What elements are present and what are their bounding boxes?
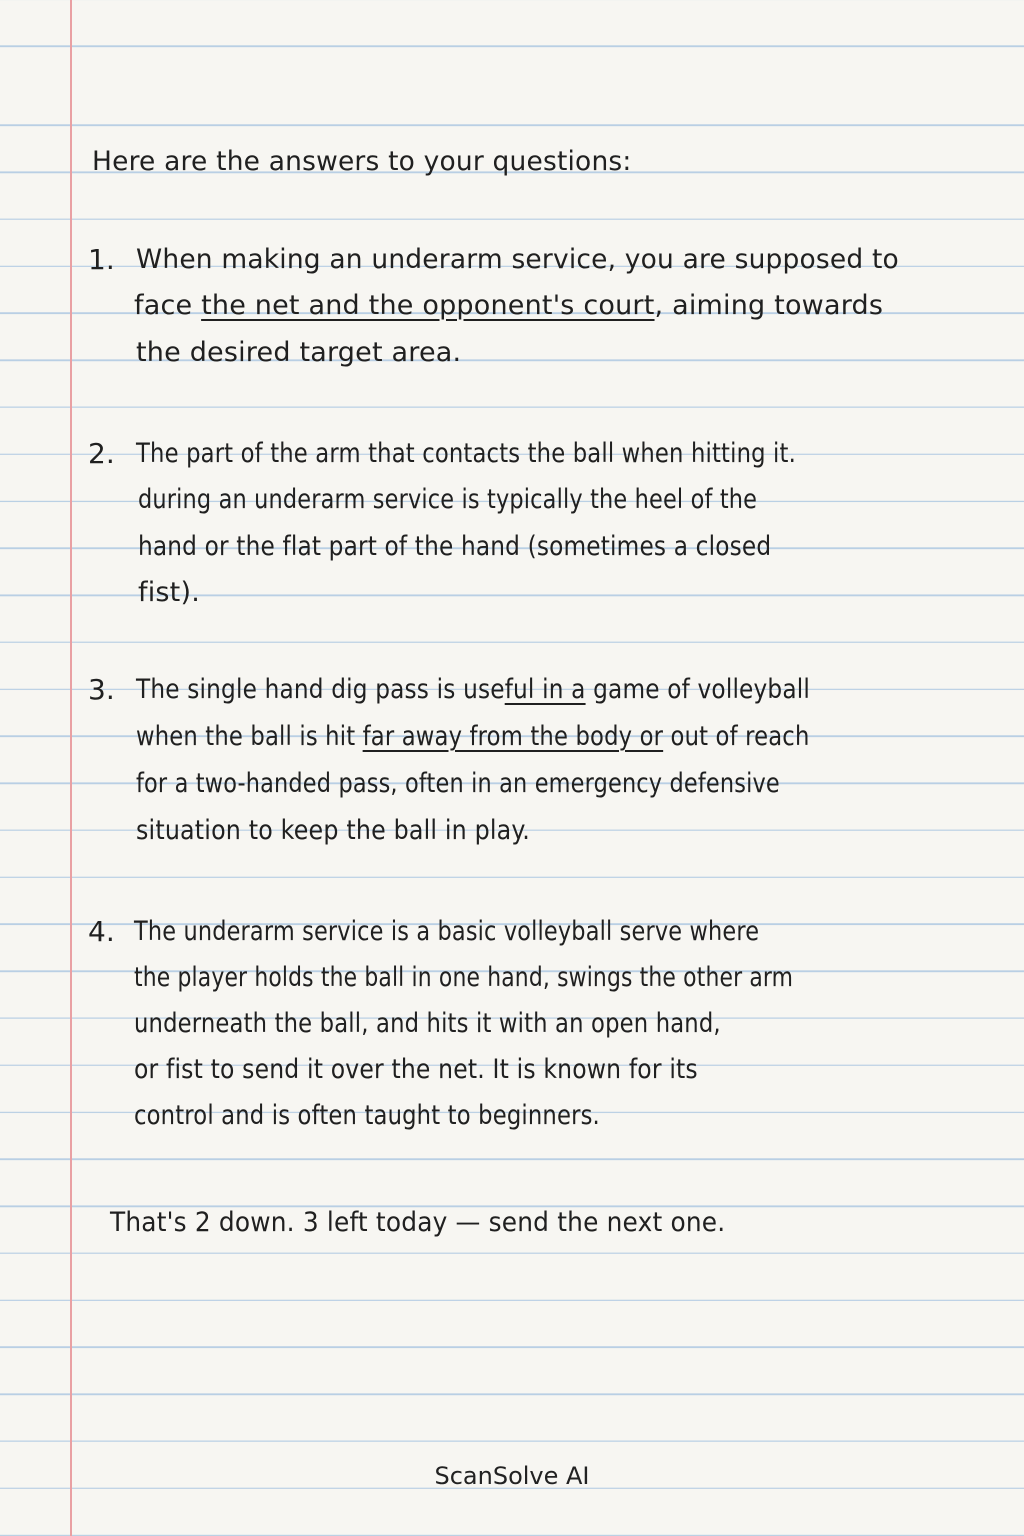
- answer-line: When making an underarm service, you are supposed to: [136, 244, 899, 275]
- answer-number: 2.: [88, 437, 115, 470]
- answer-number: 3.: [88, 673, 115, 706]
- text-segment: face: [134, 290, 202, 321]
- underlined-text: far away from the body or: [362, 721, 664, 752]
- answer-line: for a two-handed pass, often in an emergency defensive: [136, 768, 780, 799]
- answer-line: fist).: [138, 577, 200, 608]
- answer-line: or fist to send it over the net. It is known for its: [134, 1054, 698, 1085]
- answer-line: [136, 670, 810, 710]
- answer-line: underneath the ball, and hits it with an open hand,: [134, 1008, 721, 1039]
- underlined-text: the net and the opponent's court: [201, 290, 655, 321]
- answer-line: the player holds the ball in one hand, swings the other arm: [134, 962, 794, 993]
- text-segment: , aiming towards: [654, 290, 884, 321]
- text-segment: game of volleyball: [585, 674, 810, 705]
- footer-brand: ScanSolve AI: [434, 1462, 590, 1490]
- answer-line: control and is often taught to beginners.: [134, 1100, 600, 1131]
- answer-line: [136, 717, 809, 757]
- answer-line: The part of the arm that contacts the ball when hitting it.: [136, 438, 796, 469]
- answer-line: [134, 286, 883, 326]
- text-segment: when the ball is hit: [136, 721, 363, 752]
- intro-text: Here are the answers to your questions:: [92, 146, 632, 177]
- underlined-text: ful in a: [504, 674, 586, 705]
- text-segment: The single hand dig pass is use: [136, 674, 505, 705]
- closing-text: That's 2 down. 3 left today — send the next one.: [110, 1207, 726, 1238]
- answer-line: the desired target area.: [136, 337, 462, 368]
- answer-number: 1.: [88, 243, 115, 276]
- text-segment: out of reach: [663, 721, 810, 752]
- margin-line: [70, 0, 72, 1536]
- answer-line: during an underarm service is typically the heel of the: [138, 484, 758, 515]
- answer-line: The underarm service is a basic volleyball serve where: [134, 916, 760, 947]
- answer-number: 4.: [88, 915, 115, 948]
- answer-line: situation to keep the ball in play.: [136, 815, 530, 846]
- answer-line: hand or the flat part of the hand (sometimes a closed: [138, 531, 772, 562]
